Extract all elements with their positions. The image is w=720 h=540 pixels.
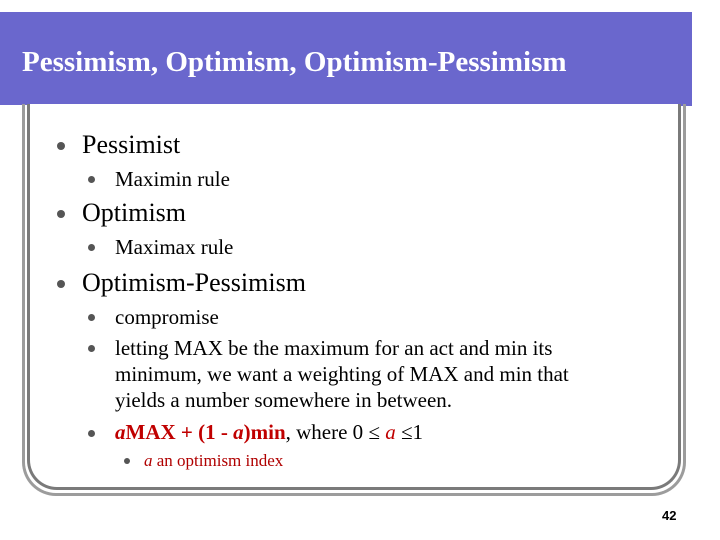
- subsub-bullet-dot: [124, 458, 130, 464]
- sub-bullet-dot: [88, 345, 95, 352]
- note-alpha: a: [144, 451, 153, 470]
- formula-max: MAX: [125, 420, 176, 444]
- bullet-dot: [57, 280, 65, 288]
- formula-end: ≤1: [395, 420, 423, 444]
- title-bar: [0, 12, 692, 106]
- note-text: an optimism index: [152, 451, 284, 470]
- formula-alpha-2: a: [233, 420, 244, 444]
- formula-line: [115, 420, 423, 445]
- sub-bullet-dot: [88, 244, 95, 251]
- formula-where: , where 0 ≤: [285, 420, 386, 444]
- page-number: 42: [662, 508, 677, 523]
- bullet-optimism-pessimism: Optimism-Pessimism: [82, 268, 306, 297]
- formula-open: (1 -: [198, 420, 234, 444]
- sub-bullet-maximax: Maximax rule: [115, 235, 234, 259]
- formula-min: )min: [243, 420, 286, 444]
- sub-bullet-compromise: compromise: [115, 305, 219, 329]
- formula-plus: +: [175, 420, 199, 444]
- sub-bullet-dot: [88, 176, 95, 183]
- bullet-pessimist: Pessimist: [82, 130, 181, 159]
- slide-title: Pessimism, Optimism, Optimism-Pessimism: [22, 46, 567, 78]
- optimism-index-note: [144, 451, 283, 471]
- weighting-line-1: letting MAX be the maximum for an act and min its: [115, 336, 553, 360]
- bullet-dot: [57, 142, 65, 150]
- formula-alpha-3: a: [385, 420, 396, 444]
- bullet-optimism: Optimism: [82, 198, 187, 227]
- sub-bullet-dot: [88, 430, 95, 437]
- weighting-line-2: minimum, we want a weighting of MAX and min that: [115, 362, 569, 386]
- sub-bullet-dot: [88, 314, 95, 321]
- sub-bullet-maximin: Maximin rule: [115, 167, 230, 191]
- weighting-line-3: yields a number somewhere in between.: [115, 388, 453, 412]
- bullet-dot: [57, 210, 65, 218]
- formula-alpha: a: [115, 420, 126, 444]
